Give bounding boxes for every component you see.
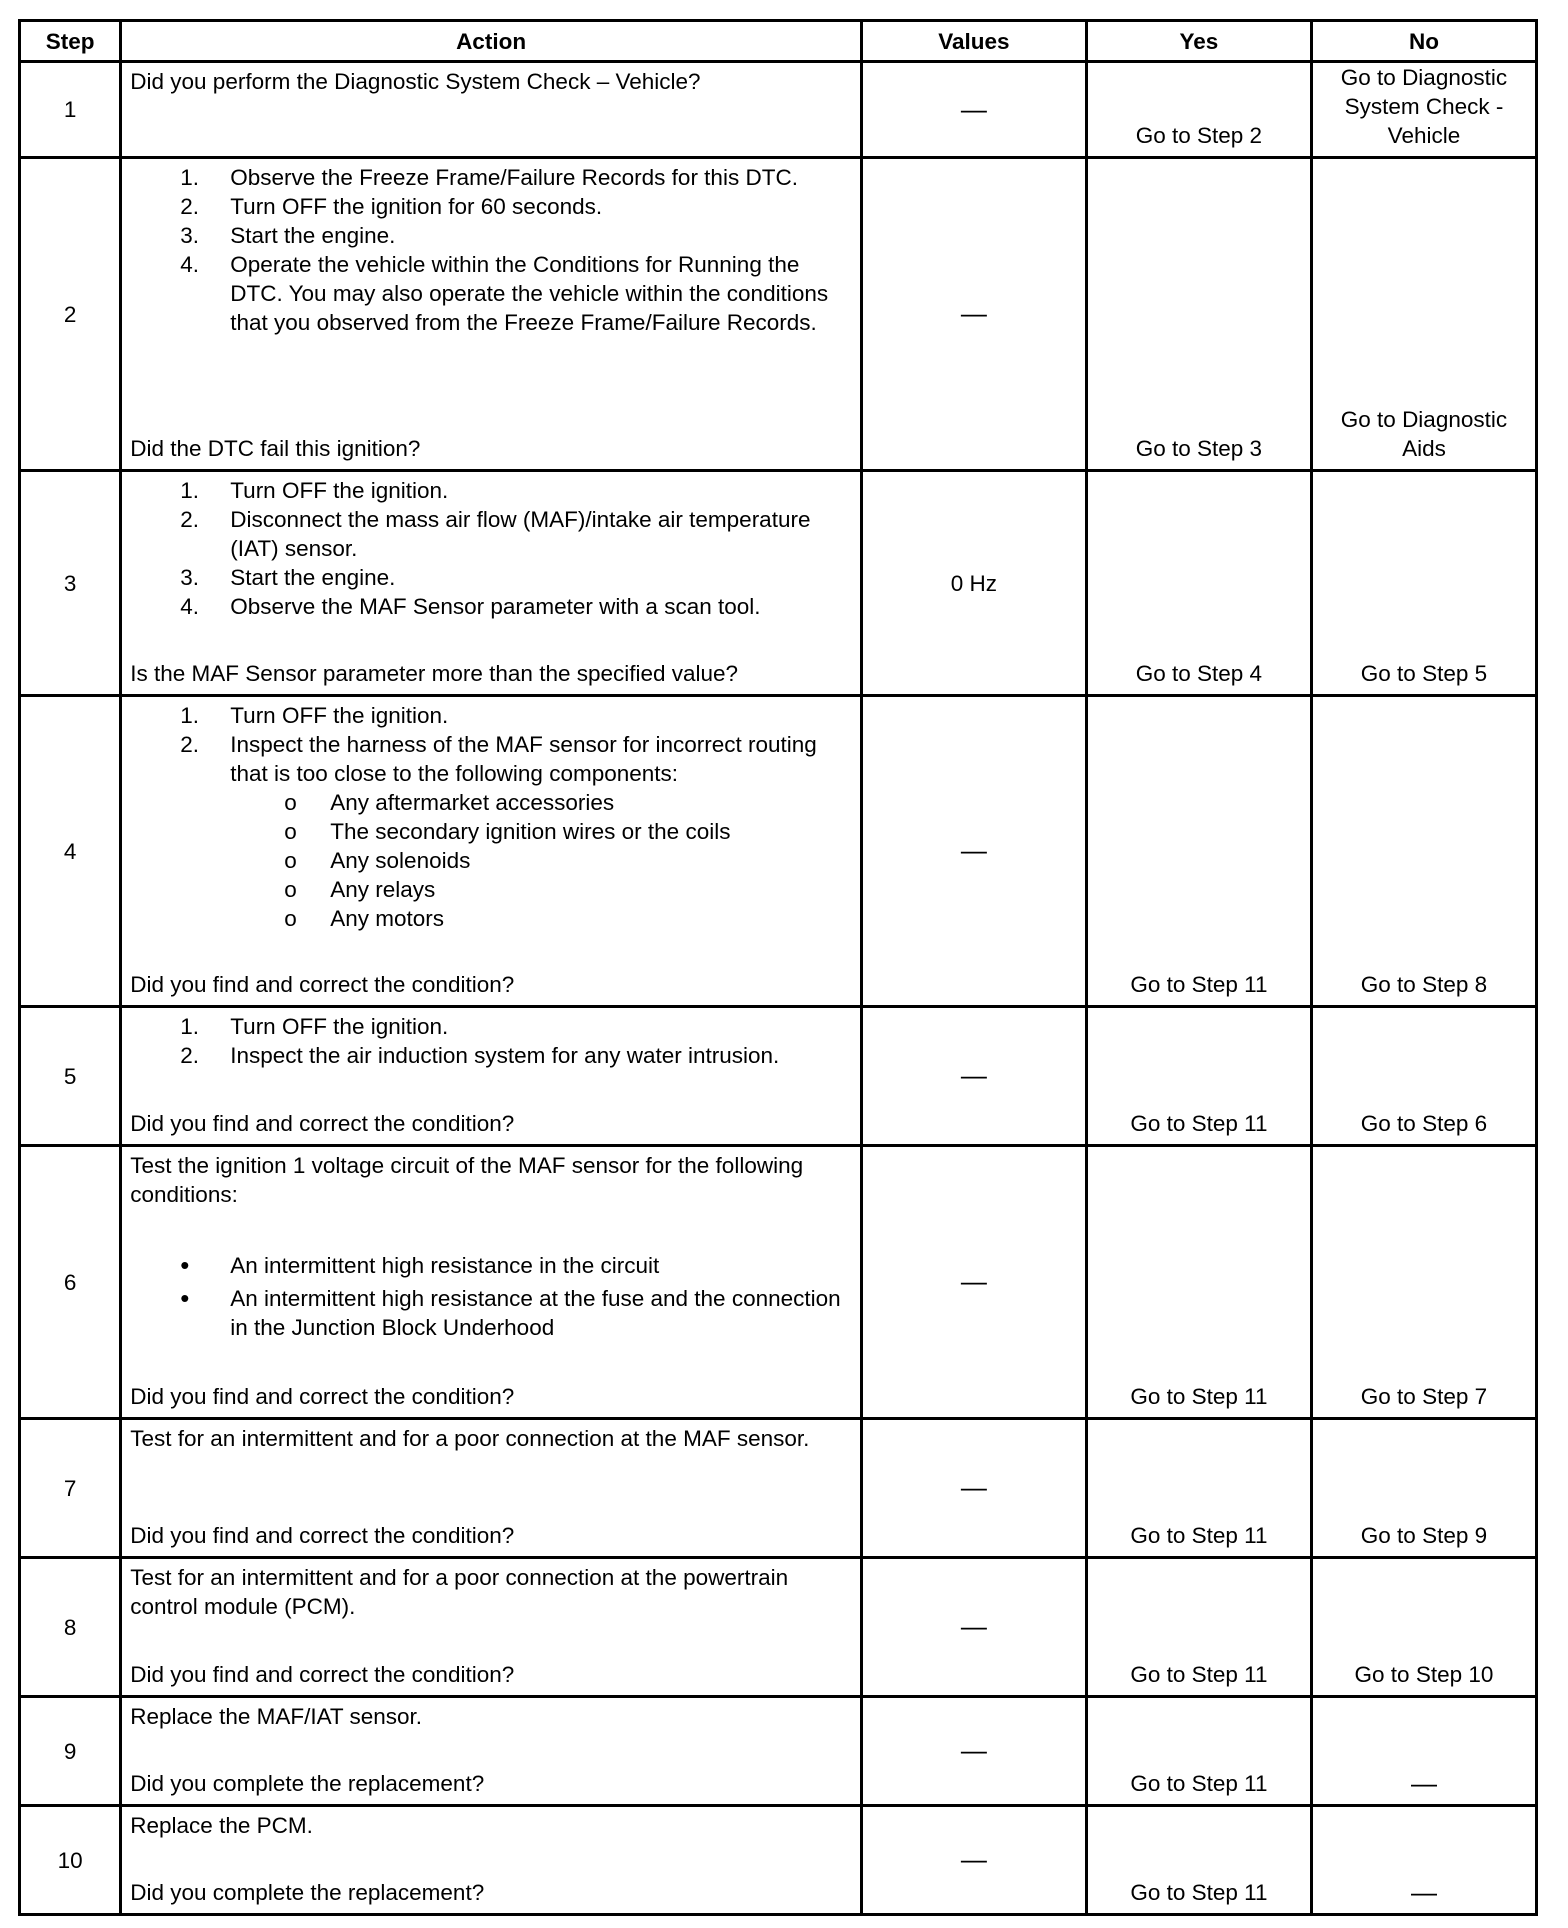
numbered-steps	[130, 163, 852, 337]
value-text: —	[960, 1611, 987, 1641]
component-list	[230, 788, 852, 933]
value-cell	[861, 1146, 1086, 1419]
header-yes: Yes	[1086, 21, 1311, 62]
yes-text: Go to Step 3	[1135, 436, 1263, 461]
no-cell	[1311, 696, 1536, 1007]
question-text: Did you find and correct the condition?	[130, 972, 515, 997]
yes-text: Go to Step 11	[1130, 1384, 1268, 1409]
table-row	[20, 62, 1537, 158]
value-text: —	[960, 1060, 987, 1090]
value-text: —	[960, 298, 987, 328]
no-text: Go to Step 8	[1360, 972, 1488, 997]
step-number: 1	[20, 62, 121, 158]
numbered-steps	[130, 476, 852, 621]
table-row	[20, 1146, 1537, 1419]
list-item: 1. Turn OFF the ignition.	[180, 1014, 449, 1039]
step-number: 8	[20, 1558, 121, 1697]
value-text: —	[960, 1735, 987, 1765]
no-text: Go to Step 5	[1360, 661, 1488, 686]
value-text: —	[960, 1266, 987, 1296]
action-text: Replace the PCM.	[130, 1813, 313, 1838]
no-text: Go to Step 7	[1360, 1384, 1488, 1409]
value-cell	[861, 1697, 1086, 1806]
value-cell	[861, 696, 1086, 1007]
no-cell	[1311, 471, 1536, 696]
header-no: No	[1311, 21, 1536, 62]
value-cell	[861, 1558, 1086, 1697]
yes-cell	[1086, 471, 1311, 696]
yes-text: Go to Step 4	[1135, 661, 1263, 686]
no-text: —	[1410, 1768, 1437, 1798]
header-step: Step	[20, 21, 121, 62]
list-item: • An intermittent high resistance in the circuit	[130, 1251, 852, 1280]
value-text: —	[960, 1844, 987, 1874]
list-item: 1. Turn OFF the ignition.	[180, 478, 449, 503]
value-cell	[861, 62, 1086, 158]
list-item: o Any motors	[130, 904, 852, 933]
no-cell	[1311, 158, 1536, 471]
yes-cell	[1086, 158, 1311, 471]
question-text: Did you find and correct the condition?	[130, 1384, 515, 1409]
value-cell	[861, 1419, 1086, 1558]
yes-text: Go to Step 11	[1130, 1771, 1268, 1796]
value-text: —	[960, 1472, 987, 1502]
numbered-steps	[130, 701, 852, 933]
action-cell	[121, 1419, 862, 1558]
step-number: 5	[20, 1007, 121, 1146]
step-number: 3	[20, 471, 121, 696]
yes-cell	[1086, 696, 1311, 1007]
list-item: o Any aftermarket accessories	[130, 788, 852, 817]
numbered-steps	[130, 1012, 852, 1070]
no-text: Go to Step 6	[1360, 1111, 1488, 1136]
no-cell	[1311, 1558, 1536, 1697]
no-cell	[1311, 1419, 1536, 1558]
no-cell	[1311, 1007, 1536, 1146]
list-item: 3. Start the engine.	[180, 223, 396, 248]
list-item: 2. Disconnect the mass air flow (MAF)/intake air temperature (IAT) sensor.	[180, 507, 811, 561]
list-item: o The secondary ignition wires or the coils	[130, 817, 852, 846]
yes-text: Go to Step 11	[1130, 1523, 1268, 1548]
list-item: 4. Operate the vehicle within the Conditions for Running the DTC. You may also operate the vehicle within the conditions that you observed from the Freeze Frame/Failure Records.	[180, 252, 829, 335]
yes-cell	[1086, 1419, 1311, 1558]
table-row	[20, 1806, 1537, 1915]
step-number: 10	[20, 1806, 121, 1915]
yes-cell	[1086, 62, 1311, 158]
yes-text: Go to Step 11	[1130, 1662, 1268, 1687]
no-text: Go to Diagnostic System Check - Vehicle	[1340, 65, 1508, 148]
value-cell	[861, 1007, 1086, 1146]
question-text: Did the DTC fail this ignition?	[130, 436, 421, 461]
list-item: o Any relays	[130, 875, 852, 904]
header-row	[20, 21, 1537, 62]
no-text: Go to Diagnostic Aids	[1340, 407, 1508, 461]
action-cell	[121, 1558, 862, 1697]
action-cell	[121, 696, 862, 1007]
question-text: Did you find and correct the condition?	[130, 1523, 515, 1548]
list-item: 2. Inspect the harness of the MAF sensor for incorrect routing that is too close to the following components: o Any aftermarket accessories o The secondary ignition wires or the coils o Any solenoids o Any relays o Any motors	[130, 730, 852, 933]
action-text: Test for an intermittent and for a poor connection at the powertrain control module (PCM).	[130, 1565, 789, 1619]
table-row	[20, 1697, 1537, 1806]
action-cell	[121, 158, 862, 471]
header-values: Values	[861, 21, 1086, 62]
yes-cell	[1086, 1558, 1311, 1697]
question-text: Did you find and correct the condition?	[130, 1111, 515, 1136]
action-cell	[121, 62, 862, 158]
table-row	[20, 471, 1537, 696]
value-cell	[861, 471, 1086, 696]
list-item: • An intermittent high resistance at the fuse and the connection in the Junction Block Underhood	[130, 1284, 852, 1342]
question-text: Did you complete the replacement?	[130, 1880, 485, 1905]
table-row	[20, 1558, 1537, 1697]
diagnostic-table	[18, 19, 1538, 1916]
list-item: 2. Turn OFF the ignition for 60 seconds.	[180, 194, 603, 219]
value-cell	[861, 158, 1086, 471]
step-number: 2	[20, 158, 121, 471]
table-row	[20, 1419, 1537, 1558]
question-text: Did you find and correct the condition?	[130, 1662, 515, 1687]
no-cell	[1311, 1806, 1536, 1915]
list-item: 1. Turn OFF the ignition.	[180, 703, 449, 728]
table-row	[20, 1007, 1537, 1146]
list-item: 3. Start the engine.	[180, 565, 396, 590]
yes-text: Go to Step 11	[1130, 972, 1268, 997]
yes-cell	[1086, 1146, 1311, 1419]
no-text: —	[1410, 1877, 1437, 1907]
step-number: 9	[20, 1697, 121, 1806]
step-number: 4	[20, 696, 121, 1007]
value-text: —	[960, 835, 987, 865]
value-text: —	[960, 93, 987, 124]
table-row	[20, 158, 1537, 471]
list-item: o Any solenoids	[130, 846, 852, 875]
question-text: Is the MAF Sensor parameter more than the specified value?	[130, 661, 739, 686]
list-item: 2. Inspect the air induction system for any water intrusion.	[180, 1043, 780, 1068]
yes-text: Go to Step 2	[1135, 123, 1263, 148]
action-text: Replace the MAF/IAT sensor.	[130, 1704, 423, 1729]
no-cell	[1311, 62, 1536, 158]
value-text: 0 Hz	[950, 570, 997, 596]
yes-cell	[1086, 1806, 1311, 1915]
yes-text: Go to Step 11	[1130, 1880, 1268, 1905]
yes-cell	[1086, 1697, 1311, 1806]
yes-cell	[1086, 1007, 1311, 1146]
list-item: 4. Observe the MAF Sensor parameter with a scan tool.	[180, 594, 761, 619]
step-number: 7	[20, 1419, 121, 1558]
action-cell	[121, 1806, 862, 1915]
action-cell	[121, 1007, 862, 1146]
action-text: Did you perform the Diagnostic System Check – Vehicle?	[130, 69, 701, 94]
list-item: 1. Observe the Freeze Frame/Failure Records for this DTC.	[180, 165, 798, 190]
no-text: Go to Step 10	[1354, 1662, 1494, 1687]
action-text: Test for an intermittent and for a poor connection at the MAF sensor.	[130, 1426, 810, 1451]
no-cell	[1311, 1697, 1536, 1806]
yes-text: Go to Step 11	[1130, 1111, 1268, 1136]
action-cell	[121, 1146, 862, 1419]
no-cell	[1311, 1146, 1536, 1419]
action-cell	[121, 1697, 862, 1806]
header-action: Action	[121, 21, 862, 62]
no-text: Go to Step 9	[1360, 1523, 1488, 1548]
table-row	[20, 696, 1537, 1007]
question-text: Did you complete the replacement?	[130, 1771, 485, 1796]
action-cell	[121, 471, 862, 696]
condition-list	[130, 1251, 852, 1342]
value-cell	[861, 1806, 1086, 1915]
step-number: 6	[20, 1146, 121, 1419]
action-text: Test the ignition 1 voltage circuit of the MAF sensor for the following conditions:	[130, 1153, 804, 1207]
